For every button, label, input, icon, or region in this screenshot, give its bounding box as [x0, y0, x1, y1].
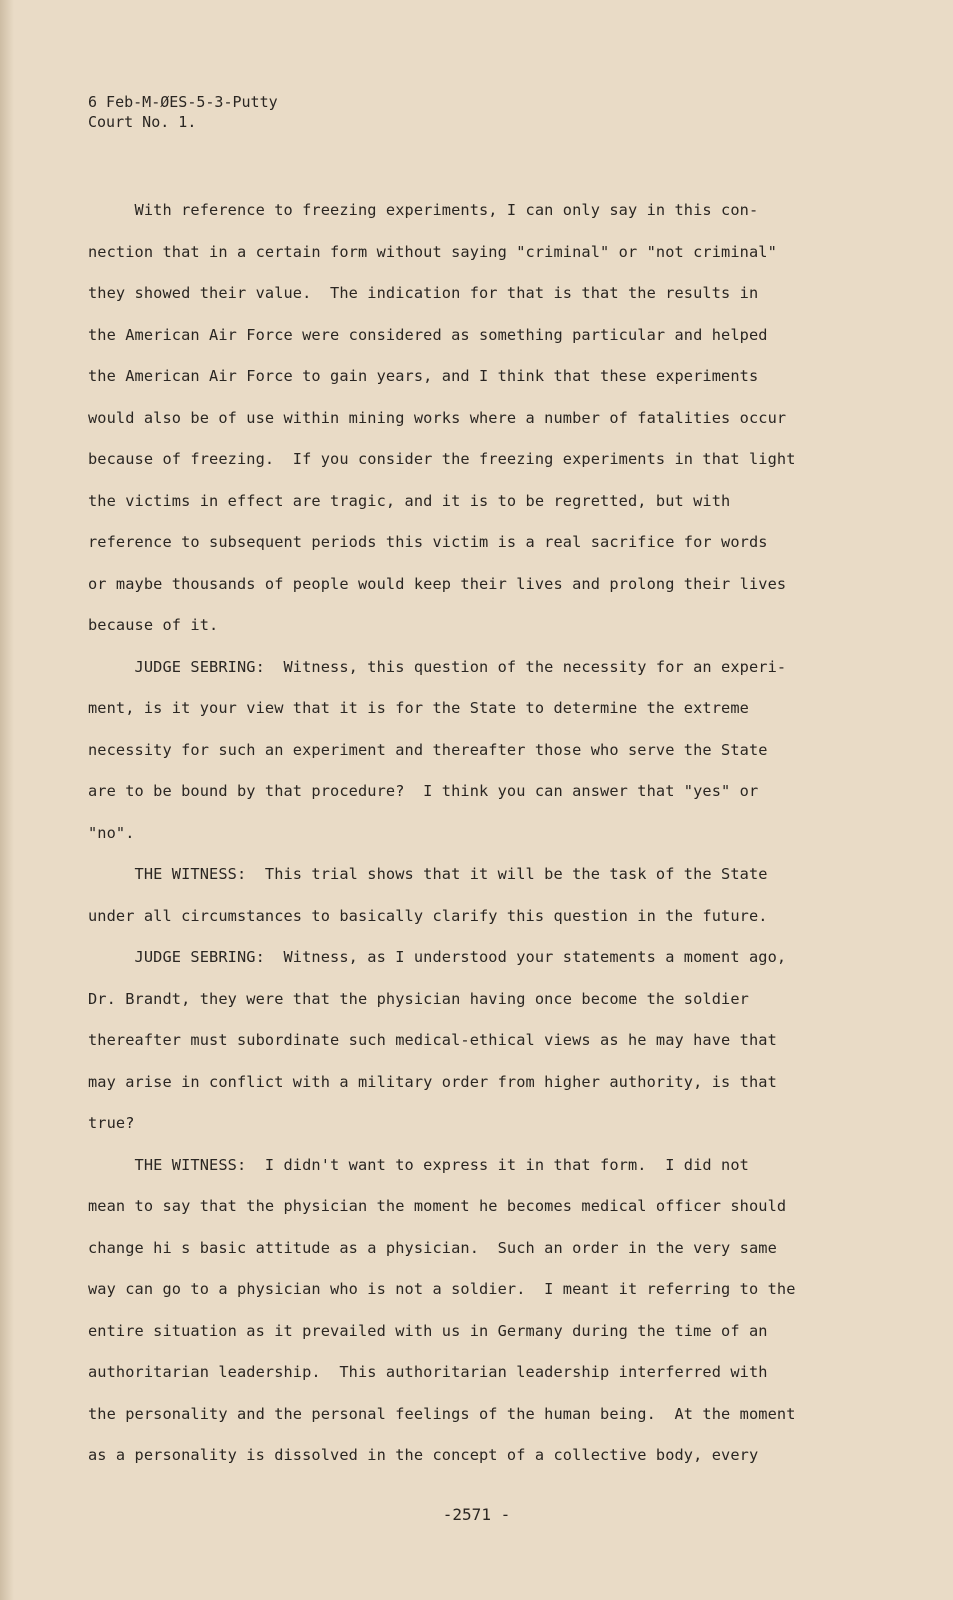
- text-line: necessity for such an experiment and thereafter those who serve the State: [88, 740, 768, 759]
- text-line: nection that in a certain form without saying "criminal" or "not criminal": [88, 242, 777, 261]
- text-line: true?: [88, 1114, 135, 1132]
- text-line: they showed their value. The indication for that is that the results in: [88, 284, 759, 302]
- text-line: the American Air Force to gain years, and I think that these experiments: [88, 367, 759, 385]
- text-line: authoritarian leadership. This authoritarian leadership interferred with: [88, 1363, 768, 1381]
- text-line: mean to say that the physician the moment he becomes medical officer should: [88, 1197, 787, 1215]
- text-line: are to be bound by that procedure? I think you can answer that "yes" or: [88, 782, 759, 800]
- page-number: -2571 -: [442, 1505, 511, 1524]
- text-line: THE WITNESS: This trial shows that it will be the task of the State: [88, 865, 768, 883]
- text-line: "no".: [88, 823, 135, 842]
- text-line: entire situation as it prevailed with us in Germany during the time of an: [88, 1321, 768, 1340]
- text-line: way can go to a physician who is not a soldier. I meant it referring to the: [88, 1280, 796, 1298]
- text-line: or maybe thousands of people would keep their lives and prolong their lives: [88, 574, 787, 593]
- text-line: the personality and the personal feelings of the human being. At the moment: [88, 1404, 796, 1423]
- document-header: [88, 92, 278, 132]
- text-line: JUDGE SEBRING: Witness, as I understood your statements a moment ago,: [88, 948, 787, 966]
- page-edge-shadow: [0, 0, 14, 1600]
- text-line: as a personality is dissolved in the concept of a collective body, every: [88, 1446, 759, 1464]
- text-line: THE WITNESS: I didn't want to express it in that form. I did not: [88, 1155, 749, 1174]
- header-line-1: 6 Feb-M-ØES-5-3-Putty: [88, 93, 278, 111]
- text-line: the American Air Force were considered as something particular and helped: [88, 325, 768, 344]
- text-line: because of freezing. If you consider the freezing experiments in that light: [88, 450, 796, 468]
- text-line: the victims in effect are tragic, and it is to be regretted, but with: [88, 491, 731, 510]
- header-line-2: Court No. 1.: [88, 113, 197, 131]
- text-line: Dr. Brandt, they were that the physician having once become the soldier: [88, 989, 749, 1008]
- text-line: change hi s basic attitude as a physician. Such an order in the very same: [88, 1238, 777, 1257]
- text-line: With reference to freezing experiments, I can only say in this con-: [88, 201, 759, 219]
- text-line: would also be of use within mining works where a number of fatalities occur: [88, 408, 787, 427]
- text-line: ment, is it your view that it is for the State to determine the extreme: [88, 699, 749, 717]
- text-line: reference to subsequent periods this victim is a real sacrifice for words: [88, 533, 768, 551]
- text-line: thereafter must subordinate such medical-ethical views as he may have that: [88, 1031, 777, 1049]
- text-line: under all circumstances to basically clarify this question in the future.: [88, 906, 768, 925]
- text-line: may arise in conflict with a military order from higher authority, is that: [88, 1072, 777, 1091]
- transcript-body: [88, 190, 873, 1477]
- text-line: JUDGE SEBRING: Witness, this question of the necessity for an experi-: [88, 657, 787, 676]
- text-line: because of it.: [88, 616, 219, 634]
